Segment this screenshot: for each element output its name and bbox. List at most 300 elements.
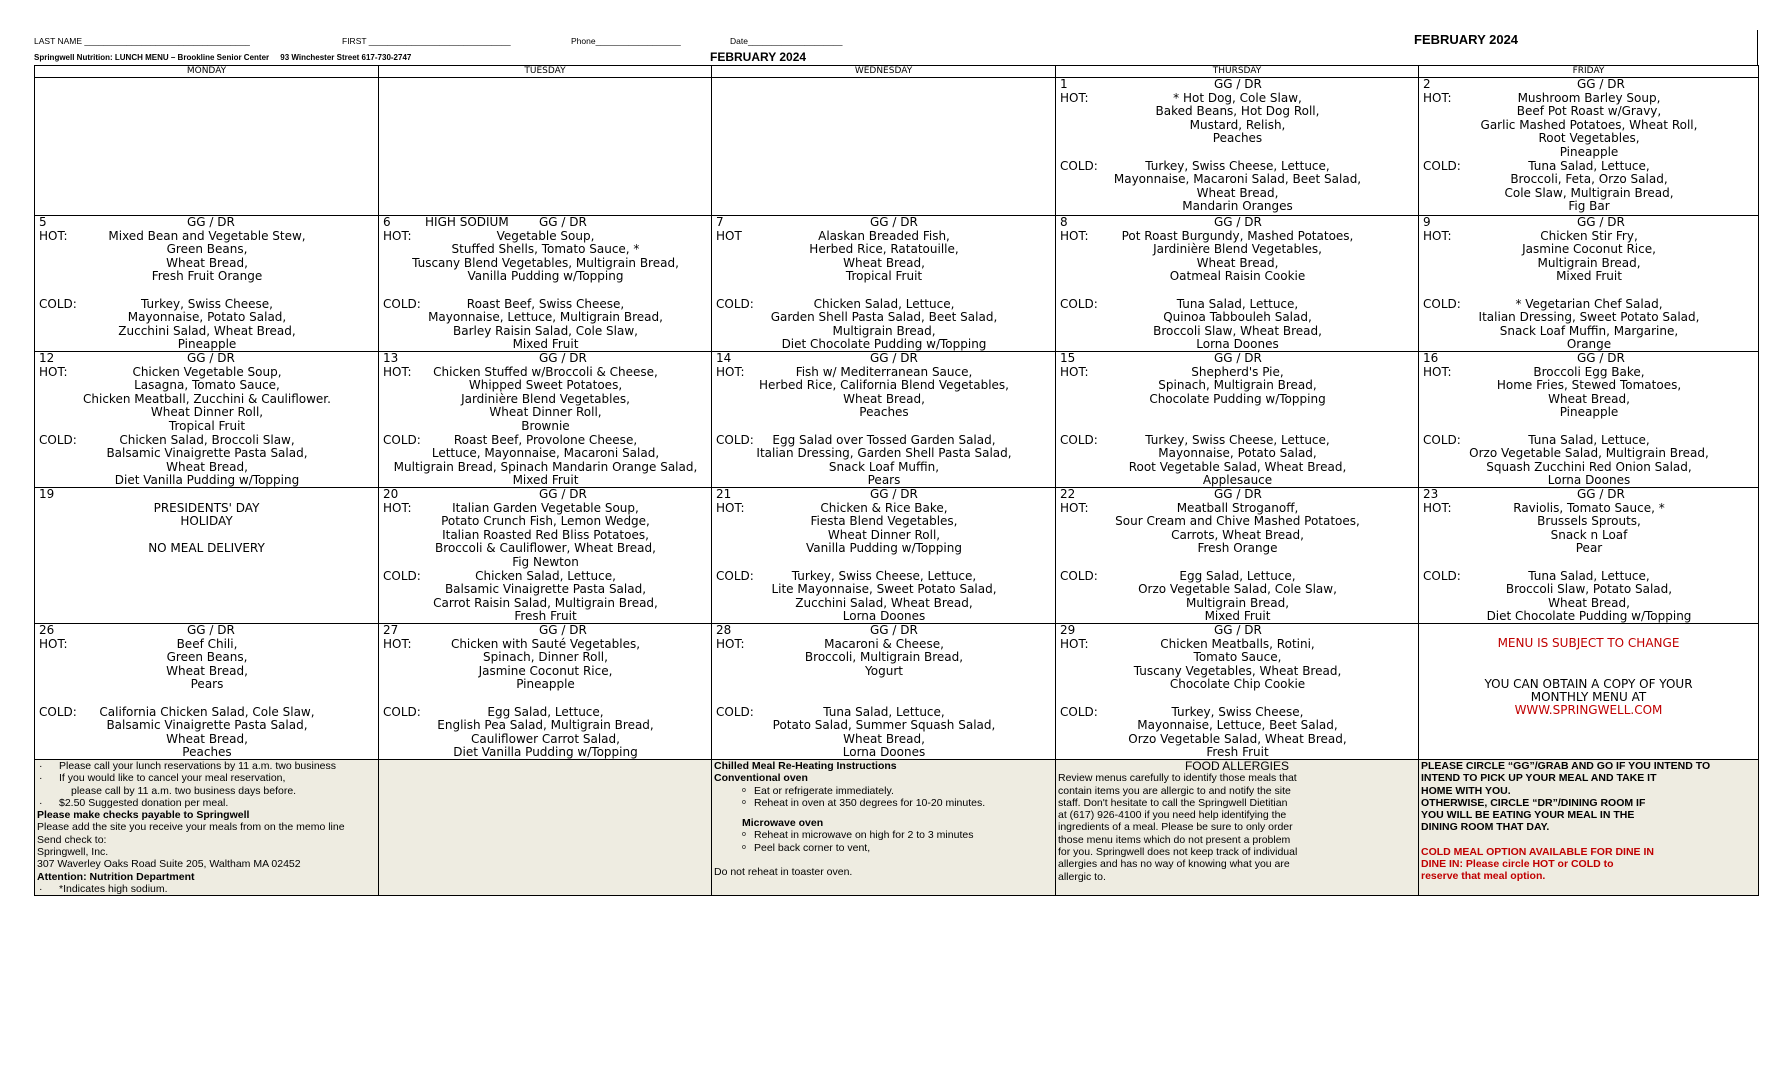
day-cell [35,352,379,488]
cold-item: English Pea Salad, Multigrain Bread, [437,718,654,733]
cold-item: Turkey, Swiss Cheese, Lettuce, [1145,432,1330,447]
reheat-step: Reheat in oven at 350 degrees for 10-20 minutes. [754,796,986,809]
cold-item: Mixed Fruit [512,473,579,487]
day-cell [35,78,379,216]
cold-item: Wheat Bread, [166,731,248,746]
week-row [35,78,1759,216]
cold-item: Zucchini Salad, Wheat Bread, [118,323,296,338]
cold-item: California Chicken Salad, Cole Slaw, [99,704,315,719]
cold-item: Wheat Bread, [166,459,248,474]
gg-dr-options: GG / DR [187,624,235,637]
day-number: 21 [716,488,732,501]
gg-dr-options: GG / DR [870,352,918,365]
hot-item: Fresh Orange [1197,541,1278,556]
org-line: Springwell Nutrition: LUNCH MENU – Brookline Senior Center 93 Winchester Street 617-730-2747 [34,53,412,62]
hot-item: Pot Roast Burgundy, Mashed Potatoes, [1121,228,1354,243]
hot-item: Herbed Rice, Ratatouille, [809,242,959,257]
day-cell [1419,624,1759,760]
week-row [35,352,1759,488]
cold-label: COLD: [383,432,421,447]
day-number: 28 [716,624,732,637]
gg-dr-options: GG / DR [1577,352,1625,365]
hot-item: Mixed Fruit [1556,269,1622,284]
hot-label: HOT: [39,228,68,243]
donation-note: · $2.50 Suggested donation per meal. [37,797,376,809]
day-number: 5 [39,216,47,229]
hot-item: Chicken with Sauté Vegetables, [450,636,641,651]
hot-item: Root Vegetables, [1538,131,1640,146]
hot-item: Italian Roasted Red Bliss Potatoes, [442,527,649,542]
gg-dr-options: GG / DR [1214,352,1262,365]
cold-item: Mandarin Oranges [1182,199,1293,214]
hot-item: Macaroni & Cheese, [824,636,944,651]
notice-obtain-2: MONTHLY MENU AT [1530,690,1647,704]
holiday-line: NO MEAL DELIVERY [148,541,265,556]
reheat-step: Reheat in microwave on high for 2 to 3 minutes [754,829,974,842]
cold-item: Wheat Bread, [1196,185,1279,200]
allergy-line: Review menus carefully to identify those meals that [1058,772,1297,785]
cold-item: Tuna Salad, Lettuce, [1528,568,1650,583]
day-number: 26 [39,624,55,637]
allergy-line: for you. Springwell does not keep track of individual [1058,846,1298,859]
day-number: 20 [383,488,399,501]
hot-item: Stuffed Shells, Tomato Sauce, * [451,242,640,257]
day-header: MONDAY [35,66,379,78]
day-cell [1056,352,1419,488]
phone-field[interactable]: Phone__________________ [571,36,681,46]
hot-label: HOT: [716,636,745,651]
gg-dr-options: GG / DR [539,624,587,637]
cold-label: COLD: [716,704,754,719]
hot-label: HOT: [39,636,68,651]
date-field[interactable]: Date____________________ [730,36,843,46]
payee-name: Springwell, Inc. [37,846,109,859]
reservation-note: · Please call your lunch reservations by 11 a.m. two business [37,760,376,772]
hot-item: Jasmine Coconut Rice, [478,663,613,678]
day-number: 22 [1060,488,1076,501]
allergy-info [1056,760,1419,896]
hot-item: Vanilla Pudding w/Topping [467,269,624,284]
hot-item: Green Beans, [166,242,248,257]
day-cell [379,624,712,760]
month-title-right: FEBRUARY 2024 [1414,32,1519,47]
day-header: THURSDAY [1056,66,1419,78]
hot-item: Broccoli, Multigrain Bread, [804,650,964,665]
cold-item: Orzo Vegetable Salad, Cole Slaw, [1138,582,1337,597]
cold-item: Mayonnaise, Lettuce, Multigrain Bread, [428,310,663,325]
last-name-field[interactable]: LAST NAME ___________________________________ [34,36,250,46]
footer-empty [379,760,712,896]
cold-item: Diet Vanilla Pudding w/Topping [453,745,638,759]
hot-item: Tuscany Vegetables, Wheat Bread, [1133,663,1342,678]
hot-label: HOT: [1060,228,1089,243]
cold-item: Egg Salad, Lettuce, [487,704,604,719]
day-cell [35,216,379,352]
reheat-title: Chilled Meal Re-Heating Instructions [714,760,897,772]
cold-item: Mayonnaise, Lettuce, Beet Salad, [1137,718,1338,733]
cold-item: Mixed Fruit [512,337,579,351]
hot-item: Tropical Fruit [168,419,246,433]
cold-item: Italian Dressing, Garden Shell Pasta Salad, [756,446,1012,461]
day-cell [712,352,1056,488]
gg-dr-options: GG / DR [1214,78,1262,91]
gg-dr-options: GG / DR [539,488,587,501]
hot-item: Peaches [1212,131,1263,146]
day-header: WEDNESDAY [712,66,1056,78]
cold-item: Turkey, Swiss Cheese, [1171,704,1304,719]
day-cell [712,624,1056,760]
checks-note: Please make checks payable to Springwell [37,809,250,822]
day-cell [712,216,1056,352]
cold-label: COLD: [383,704,421,719]
cold-option-line: COLD MEAL OPTION AVAILABLE FOR DINE IN [1421,845,1654,858]
allergy-text [1058,772,1416,883]
hot-item: Jardinière Blend Vegetables, [1153,242,1322,257]
week-row [35,624,1759,760]
hot-item: Herbed Rice, California Blend Vegetables, [759,378,1009,393]
day-number: 27 [383,624,399,637]
hot-label: HOT [716,228,742,243]
day-cell [1056,624,1419,760]
gg-dr-options: GG / DR [1577,216,1625,229]
cold-option-line: DINE IN: Please circle HOT or COLD to [1421,858,1614,871]
hot-item: Jardinière Blend Vegetables, [461,391,630,406]
day-cell [1419,352,1759,488]
first-name-field[interactable]: FIRST ______________________________ [342,36,511,46]
cold-item: Orange [1566,337,1612,351]
cold-label: COLD: [1060,568,1098,583]
day-cell [379,488,712,624]
day-cell [1056,488,1419,624]
cold-item: Fig Bar [1568,199,1610,214]
hot-item: Chicken Meatballs, Rotini, [1160,636,1315,651]
cold-item: Lorna Doones [842,745,926,759]
cold-item: Mixed Fruit [1204,609,1271,623]
day-cell [379,78,712,216]
cold-label: COLD: [39,432,77,447]
weekday-header [35,66,1759,78]
cold-item: Balsamic Vinaigrette Pasta Salad, [106,718,308,733]
cold-item: Potato Salad, Summer Squash Salad, [772,718,996,733]
hot-item: Whipped Sweet Potatoes, [468,378,623,393]
day-number: 19 [39,488,55,501]
cold-item: Zucchini Salad, Wheat Bread, [795,595,973,610]
hot-item: Brussels Sprouts, [1537,514,1641,529]
hot-item: Potato Crunch Fish, Lemon Wedge, [441,514,650,529]
hot-item: Broccoli & Cauliflower, Wheat Bread, [435,541,656,556]
day-number: 1 [1060,78,1068,91]
hot-item: Broccoli Egg Bake, [1533,364,1645,379]
day-cell [712,488,1056,624]
cold-item: Orzo Vegetable Salad, Multigrain Bread, [1469,446,1709,461]
circle-line: YOU WILL BE EATING YOUR MEAL IN THE [1421,809,1635,822]
cold-item: Root Vegetable Salad, Wheat Bread, [1128,459,1347,474]
hot-item: Shepherd's Pie, [1191,364,1284,379]
hot-label: HOT: [1423,364,1452,379]
cold-label: COLD: [39,704,77,719]
cold-item: * Vegetarian Chef Salad, [1515,296,1663,311]
circle-line: INTEND TO PICK UP YOUR MEAL AND TAKE IT [1421,772,1657,785]
hot-item: Fish w/ Mediterranean Sauce, [795,364,973,379]
cold-label: COLD: [1060,296,1098,311]
cold-item: Turkey, Swiss Cheese, Lettuce, [1145,158,1330,173]
cold-label: COLD: [1060,158,1098,173]
cold-label: COLD: [1423,296,1461,311]
day-number: 9 [1423,216,1431,229]
day-number: 7 [716,216,724,229]
hot-item: Beef Pot Roast w/Gravy, [1516,104,1662,119]
attention-line: Attention: Nutrition Department [37,870,195,883]
day-number: 13 [383,352,399,365]
payee-address: 307 Waverley Oaks Road Suite 205, Waltham MA 02452 [37,858,301,871]
cold-label: COLD: [383,568,421,583]
hot-item: Brownie [521,419,570,433]
allergy-title: FOOD ALLERGIES [1184,759,1290,773]
gg-dr-options: GG / DR [870,624,918,637]
hot-item: Wheat Dinner Roll, [150,405,264,420]
week-row [35,488,1759,624]
notice-change: MENU IS SUBJECT TO CHANGE [1497,636,1680,650]
circle-line: DINING ROOM THAT DAY. [1421,821,1550,834]
circle-line: HOME WITH YOU. [1421,784,1511,797]
cold-label: COLD: [1423,432,1461,447]
hot-item: Mushroom Barley Soup, [1517,90,1661,105]
cold-item: Lorna Doones [1196,337,1279,351]
hot-item: Wheat Bread, [843,255,925,270]
gg-dr-options: GG / DR [1214,624,1262,637]
hot-item: Meatball Stroganoff, [1176,500,1299,515]
day-number: 23 [1423,488,1439,501]
cold-item: Lettuce, Mayonnaise, Macaroni Salad, [431,446,660,461]
hot-label: HOT: [1423,228,1452,243]
allergy-line: ingredients of a meal. Please be sure to only order [1058,821,1293,834]
day-number: 29 [1060,624,1076,637]
toaster-warning: Do not reheat in toaster oven. [714,866,853,879]
cold-item: Broccoli Slaw, Potato Salad, [1505,582,1673,597]
week-row [35,216,1759,352]
hot-item: Pineapple [1559,405,1619,420]
hot-item: Chicken Vegetable Soup, [132,364,282,379]
gg-dr-options: GG / DR [1577,488,1625,501]
gg-dr-options: GG / DR [1577,78,1625,91]
hot-item: Vanilla Pudding w/Topping [806,541,962,556]
cold-item: Wheat Bread, [843,731,925,746]
day-cell [379,352,712,488]
cold-item: Balsamic Vinaigrette Pasta Salad, [444,582,647,597]
hot-item: Wheat Bread, [843,391,925,406]
day-cell [1056,78,1419,216]
hot-item: Pineapple [1559,145,1619,159]
hot-label: HOT: [383,364,412,379]
menu-calendar [34,65,1759,896]
cold-item: Lite Mayonnaise, Sweet Potato Salad, [771,582,997,597]
cold-item: Fresh Fruit [1206,745,1269,759]
cold-label: COLD: [1423,158,1461,173]
cold-label: COLD: [1060,432,1098,447]
hot-item: Wheat Dinner Roll, [489,405,602,420]
gg-dr-options: GG / DR [539,352,587,365]
hot-label: HOT: [1060,636,1089,651]
hot-item: Chicken & Rice Bake, [820,500,948,515]
cold-label: COLD: [1423,568,1461,583]
gg-dr-options: GG / DR [187,216,235,229]
gg-dr-options: GG / DR [1214,488,1262,501]
circle-instructions [1419,760,1759,896]
hot-label: HOT: [1060,500,1089,515]
cold-item: Lorna Doones [842,609,926,623]
footer-info [35,760,1759,896]
hot-item: Chocolate Chip Cookie [1169,677,1306,692]
hot-item: Garlic Mashed Potatoes, Wheat Roll, [1480,117,1698,132]
cold-item: Italian Dressing, Sweet Potato Salad, [1478,310,1700,325]
cold-item: Diet Chocolate Pudding w/Topping [1486,609,1692,623]
hot-item: Chicken Stir Fry, [1540,228,1638,243]
day-cell [712,78,1056,216]
hot-item: Jasmine Coconut Rice, [1522,242,1656,257]
high-sodium-label: HIGH SODIUM [425,216,509,229]
sodium-note: · *Indicates high sodium. [37,883,376,895]
hot-item: Wheat Bread, [1196,255,1279,270]
hot-item: Wheat Dinner Roll, [827,527,941,542]
hot-item: Green Beans, [166,650,248,665]
cold-item: Pineapple [177,337,237,351]
hot-item: Beef Chili, [176,636,238,651]
day-number: 16 [1423,352,1439,365]
cold-item: Mayonnaise, Potato Salad, [127,310,287,325]
hot-item: Chocolate Pudding w/Topping [1149,391,1326,406]
cold-item: Cole Slaw, Multigrain Bread, [1504,185,1674,200]
cold-item: Snack Loaf Muffin, Margarine, [1499,323,1679,338]
memo-note: Please add the site you receive your meals from on the memo line [37,821,345,834]
day-number: 6 [383,216,391,229]
hot-item: Alaskan Breaded Fish, [818,228,950,243]
hot-item: Tropical Fruit [845,269,923,284]
day-cell [35,624,379,760]
hot-item: Wheat Bread, [1548,391,1630,406]
cold-item: Garden Shell Pasta Salad, Beet Salad, [770,310,998,325]
hot-item: Chicken Meatball, Zucchini & Cauliflower. [83,391,331,406]
cold-item: Turkey, Swiss Cheese, [141,296,273,311]
cold-item: Pears [867,473,901,487]
form-header [34,30,1758,50]
cold-option-line: reserve that meal option. [1421,870,1546,883]
hot-label: HOT: [716,364,745,379]
allergy-line: staff. Don't hesitate to call the Springwell Dietitian [1058,796,1288,809]
cold-item: Diet Chocolate Pudding w/Topping [781,337,987,351]
hot-label: HOT: [1423,500,1452,515]
reheat-step: Peel back corner to vent, [754,841,871,854]
cold-item: Roast Beef, Swiss Cheese, [466,296,625,311]
hot-label: HOT: [383,228,412,243]
day-header: TUESDAY [379,66,712,78]
cancel-note-detail: please call by 11 a.m. two business days before. [71,784,297,797]
allergy-line: contain items you are allergic to and notify the site [1058,784,1291,797]
month-title: FEBRUARY 2024 [710,50,807,64]
reheat-step: Eat or refrigerate immediately. [754,784,894,797]
hot-item: Lasagna, Tomato Sauce, [134,378,280,393]
org-header [34,50,1758,64]
hot-item: * Hot Dog, Cole Slaw, [1173,90,1302,105]
cold-item: Mayonnaise, Potato Salad, [1158,446,1317,461]
hot-item: Mustard, Relish, [1189,117,1286,132]
cold-item: Multigrain Bread, [1185,595,1290,610]
day-cell [1419,78,1759,216]
day-number: 12 [39,352,55,365]
cold-item: Cauliflower Carrot Salad, [471,731,620,746]
cold-item: Egg Salad over Tossed Garden Salad, [772,432,996,447]
hot-label: HOT: [1423,90,1452,105]
circle-line: PLEASE CIRCLE “GG”/GRAB AND GO IF YOU INTEND TO [1421,760,1711,772]
hot-item: Fresh Fruit Orange [151,269,263,284]
cold-item: Tuna Salad, Lettuce, [1528,158,1650,173]
cold-option-note [1421,846,1756,883]
day-header: FRIDAY [1419,66,1759,78]
conventional-oven-label: Conventional oven [714,772,808,785]
cold-item: Multigrain Bread, [832,323,936,338]
cold-item: Orzo Vegetable Salad, Wheat Bread, [1128,731,1347,746]
cold-item: Turkey, Swiss Cheese, Lettuce, [791,568,977,583]
hot-item: Tuscany Blend Vegetables, Multigrain Bread, [412,255,679,270]
reservation-info [35,760,379,896]
hot-item: Fig Newton [512,555,579,569]
gg-dr-options: GG / DR [187,352,235,365]
hot-item: Home Fries, Stewed Tomatoes, [1496,378,1682,393]
cold-item: Snack Loaf Muffin, [828,459,940,474]
hot-item: Carrots, Wheat Bread, [1171,527,1304,542]
hot-item: Raviolis, Tomato Sauce, * [1513,500,1665,515]
hot-label: HOT: [383,500,412,515]
cold-item: Lorna Doones [1547,473,1631,487]
cold-label: COLD: [39,296,77,311]
cold-label: COLD: [716,296,754,311]
notice-url: WWW.SPRINGWELL.COM [1514,703,1663,717]
gg-dr-options: GG / DR [539,216,587,229]
reheat-instructions [712,760,1056,896]
hot-item: Oatmeal Raisin Cookie [1169,269,1306,284]
hot-label: HOT: [1060,364,1089,379]
hot-item: Fiesta Blend Vegetables, [810,514,958,529]
cold-item: Carrot Raisin Salad, Multigrain Bread, [433,595,658,610]
cold-item: Roast Beef, Provolone Cheese, [453,432,638,447]
hot-item: Pear [1575,541,1603,556]
cold-item: Broccoli Slaw, Wheat Bread, [1153,323,1322,338]
allergy-line: allergic to. [1058,870,1106,883]
hot-label: HOT: [716,500,745,515]
hot-item: Vegetable Soup, [496,228,595,243]
microwave-label: Microwave oven [742,817,824,830]
cold-item: Peaches [182,745,232,759]
day-number: 8 [1060,216,1068,229]
holiday-line: PRESIDENTS' DAY [153,500,260,515]
hot-item: Baked Beans, Hot Dog Roll, [1155,104,1320,119]
cold-label: COLD: [716,568,754,583]
circle-text [1421,760,1756,834]
hot-item: Spinach, Dinner Roll, [483,650,608,665]
cold-item: Quinoa Tabbouleh Salad, [1163,310,1312,325]
day-cell [1056,216,1419,352]
hot-item: Wheat Bread, [166,663,248,678]
right-border [1757,30,1758,65]
cold-item: Wheat Bread, [1548,595,1630,610]
hot-item: Snack n Loaf [1550,527,1628,542]
hot-item: Multigrain Bread, [1537,255,1641,270]
cold-item: Multigrain Bread, Spinach Mandarin Orange Salad, [393,459,698,474]
cold-item: Tuna Salad, Lettuce, [823,704,945,719]
day-cell [1419,488,1759,624]
hot-item: Sour Cream and Chive Mashed Potatoes, [1115,514,1360,529]
cold-item: Egg Salad, Lettuce, [1179,568,1296,583]
day-cell [379,216,712,352]
